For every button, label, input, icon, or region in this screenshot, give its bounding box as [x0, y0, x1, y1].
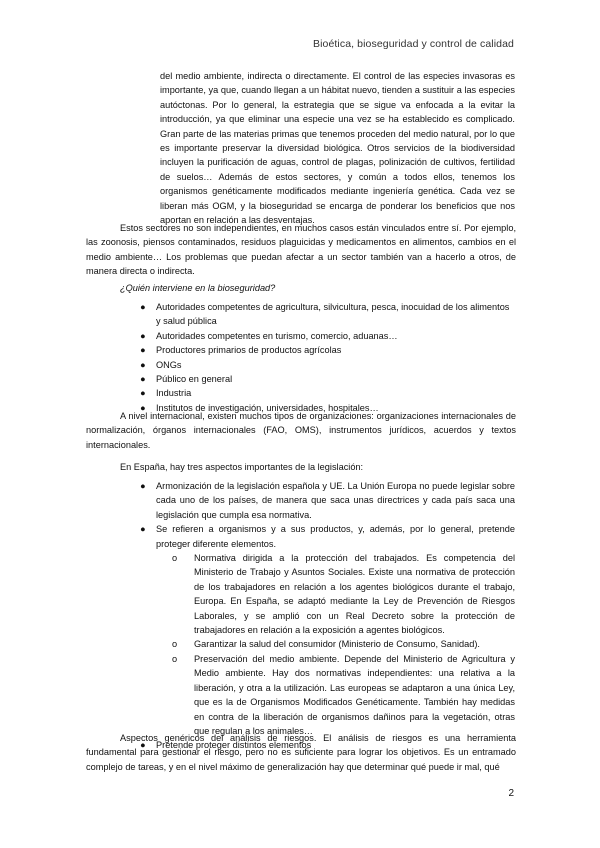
list-item: ● Industria: [120, 386, 515, 400]
sublist: [156, 551, 515, 738]
bullet-icon: ●: [140, 388, 146, 399]
list-item: ● Armonización de la legislación española y UE. La Unión Europa no puede legislar sobre cada uno de los países, de manera que saca unas directrices y cada país saca una legislación que cumpla esa normativa.: [140, 481, 515, 520]
circle-bullet-icon: o: [172, 639, 178, 650]
bullet-icon: ●: [140, 481, 146, 491]
bullet-icon: ●: [140, 374, 146, 385]
paragraph-risk-analysis: Aspectos genéricos del análisis de riesgos. El análisis de riesgos es una herramienta fundamental para gestionar el riesgo, pero no es suficiente para lograr los objetivos. Es un entramado complejo de tareas, y en el nivel máximo de generalización hay que determinar qué puede ir mal, qué: [86, 733, 516, 772]
bullet-icon: ●: [140, 345, 146, 356]
paragraph-spain: En España, hay tres aspectos importantes de la legislación:: [120, 462, 364, 472]
sublist-item: o Preservación del medio ambiente. Depende del Ministerio de Agricultura y Medio ambiente. Hay dos normativas independientes: una relativa a la liberación, y otra a la utilización. Las europeas se adaptaron a una única Ley, que es la de Organismos Modificados Genéticamente. También hay medidas en contra de la liberación de organismos dañinos para la vegetación, otras que regulan a los animales…: [172, 653, 515, 736]
sublist-item: o Normativa dirigida a la protección del trabajados. Es competencia del Ministerio de Trabajo y Asuntos Sociales. Existe una normativa de protección de los trabajadores en relación a los agentes biológicos durante el trabajo, Europa. En España, se adaptó mediante la Ley de Prevención de Riesgos Laborales, y se amplió con un Real Decreto sobre la protección de trabajadores en relación a la exposición a agentes biológicos.: [172, 553, 515, 636]
bullet-icon: ●: [140, 524, 146, 535]
paragraph-sectors: Estos sectores no son independientes, en muchos casos están vinculados entre sí. Por ejemplo, las zoonosis, piensos contaminados, residuos plaguicidas y medicamentos en alimentos, cambios en el medio ambiente… Los problemas que puedan afectar a un sector también van a hacerlo a otros, de manera directa o indirecta.: [86, 223, 516, 277]
stakeholders-list: [120, 300, 515, 415]
list-item: ● Autoridades competentes de agricultura, silvicultura, pesca, inocuidad de los alimentos y salud pública: [140, 302, 510, 327]
list-item: ● Público en general: [120, 372, 515, 386]
page-header: Bioética, bioseguridad y control de calidad: [312, 38, 514, 50]
page-number: 2: [508, 788, 514, 799]
bullet-icon: ●: [140, 359, 146, 370]
list-item: ● Se refieren a organismos y a sus productos, y, además, por lo general, pretende proteger diferente elementos. o Normativa dirigida a la protección del trabajados. Es competencia del Ministerio de Trabajo y Asuntos Sociales. Existe una normativa de protección de los trabajadores en relación a los agentes biológicos durante el trabajo, Europa. En España, se adaptó mediante la Ley de Prevención de Riesgos Laborales, y se amplió con un Real Decreto sobre la protección de trabajadores en relación a la exposición a agentes biológicos. o Garantizar la salud del consumidor (Ministerio de Consumo, Sanidad). o Preservación del medio ambiente. Depende del Ministerio de Agricultura y Medio ambiente. Hay dos normativas independientes: una relativa a la liberación, y otra a la utilización. Las europeas se adaptaron a una única Ley, que es la de Organismos Modificados Genéticamente. También hay medidas en contra de la liberación de organismos dañinos para la vegetación, otras que regulan a los animales…: [120, 522, 515, 738]
bullet-icon: ●: [140, 330, 146, 341]
paragraph-international: A nivel internacional, existen muchos tipos de organizaciones: organizaciones internacionales de normalización, órganos internacionales (FAO, OMS), instrumentos jurídicos, acuerdos y textos internacionales.: [86, 411, 516, 450]
bullet-icon: ●: [140, 740, 146, 751]
sublist-item: o Garantizar la salud del consumidor (Ministerio de Consumo, Sanidad).: [156, 637, 515, 651]
bullet-icon: ●: [140, 302, 146, 312]
continued-paragraph: del medio ambiente, indirecta o directamente. El control de las especies invasoras es importante, ya que, cuando llegan a un hábitat nuevo, tienden a sustituir a las especies autóctonas. Por lo general, la estrategia que se sigue va enfocada a la evitar la introducción, ya que eliminar una especie una vez se ha establecido es complicado. Gran parte de las materias primas que tenemos proceden del medio natural, por lo que es importante preservar la diversidad biológica. Otros servicios de la biodiversidad incluyen la purificación de aguas, control de plagas, polinización de cultivos, fertilidad de suelos… Además de estos sectores, y común a todos ellos, tenemos los organismos genéticamente modificados mediante ingeniería genética. Cada vez se liberan más OGM, y la bioseguridad se encarga de ponderar los beneficios que nos aportan en relación a las desventajas.: [160, 71, 515, 226]
list-item: ● Institutos de investigación, universidades, hospitales…: [120, 401, 515, 415]
list-item: ● ONGs: [120, 358, 515, 372]
bullet-icon: ●: [140, 402, 146, 413]
circle-bullet-icon: o: [172, 553, 178, 564]
question-heading: ¿Quién interviene en la bioseguridad?: [120, 283, 276, 293]
legislation-list: [120, 479, 515, 753]
circle-bullet-icon: o: [172, 653, 178, 664]
list-item: ● Autoridades competentes en turismo, comercio, aduanas…: [120, 329, 515, 343]
list-item: ● Productores primarios de productos agrícolas: [120, 343, 515, 357]
list-item: ● Pretende proteger distintos elementos: [120, 738, 515, 752]
